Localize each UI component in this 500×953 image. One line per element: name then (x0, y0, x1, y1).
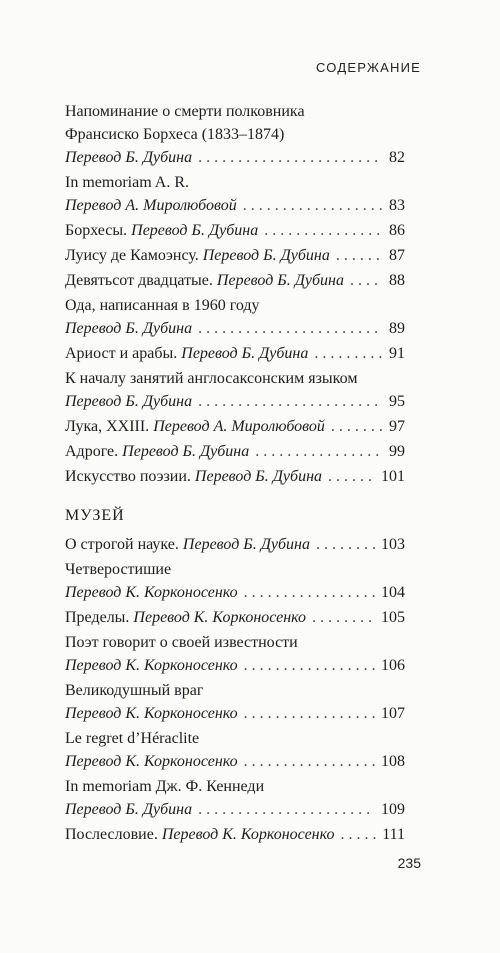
dot-leader (328, 465, 375, 488)
toc-entry-title: Поэт говорит о своей известности (65, 634, 298, 651)
toc-entry-title: Послесловие. (65, 826, 158, 843)
toc-entry-translator: Перевод А. Миролюбовой (65, 197, 237, 214)
toc-entry-page: 99 (389, 443, 405, 460)
toc-entry-title: Франсиско Борхеса (1833–1874) (65, 126, 285, 143)
dot-leader (244, 654, 375, 677)
dot-leader (244, 702, 375, 725)
dot-leader (316, 533, 375, 556)
toc-entry-page: 103 (381, 536, 405, 553)
toc-entry-translator: Перевод К. Корконосенко (65, 584, 238, 601)
dot-leader (198, 146, 383, 169)
toc-entry-translator: Перевод Б. Дубина (202, 247, 330, 264)
toc-entry-page: 105 (381, 609, 405, 626)
toc-entry-title: Борхесы. (65, 222, 128, 239)
toc-entry[interactable] (65, 171, 405, 217)
toc-entry-title: Луису де Камоэнсу. (65, 247, 199, 264)
toc-entry[interactable] (65, 558, 405, 604)
toc-entry[interactable] (65, 294, 405, 340)
toc-entry-title: Искусство поэзии. (65, 468, 191, 485)
toc-entry-translator: Перевод К. Корконосенко (65, 657, 238, 674)
toc-entry-translator: Перевод Б. Дубина (65, 393, 193, 410)
toc-entry[interactable] (65, 465, 405, 488)
toc-entry[interactable] (65, 606, 405, 629)
page-number: 235 (397, 855, 421, 871)
toc-entry-title: Пределы. (65, 609, 130, 626)
toc-entry-title: Le regret d’Héraclite (65, 730, 200, 747)
toc-entry-translator: Перевод Б. Дубина (65, 801, 193, 818)
toc-entry-page: 95 (389, 393, 405, 410)
toc-entry-page: 104 (381, 584, 405, 601)
toc-entry-page: 97 (389, 418, 405, 435)
dot-leader (340, 823, 376, 846)
toc-entry-title: Четверостишие (65, 561, 172, 578)
toc-entry[interactable] (65, 440, 405, 463)
toc-entry-page: 108 (381, 753, 405, 770)
toc-entry-page: 111 (382, 826, 405, 843)
toc-entry-page: 87 (389, 247, 405, 264)
table-of-contents (65, 100, 405, 848)
toc-entry-translator: Перевод К. Корконосенко (65, 705, 238, 722)
toc-entry-page: 109 (381, 801, 405, 818)
toc-entry-page: 83 (389, 197, 405, 214)
toc-entry-page: 107 (381, 705, 405, 722)
toc-entry-page: 89 (389, 320, 405, 337)
dot-leader (198, 798, 375, 821)
toc-entry-title: Ода, написанная в 1960 году (65, 297, 260, 314)
toc-entry[interactable] (65, 100, 405, 169)
toc-entry[interactable] (65, 244, 405, 267)
toc-entry[interactable] (65, 727, 405, 773)
toc-entry[interactable] (65, 342, 405, 365)
toc-entry-translator: Перевод А. Миролюбовой (153, 418, 325, 435)
toc-entry-title: О строгой науке. (65, 536, 179, 553)
toc-entry-title: К началу занятий англосаксонским языком (65, 370, 358, 387)
toc-entry-translator: Перевод Б. Дубина (65, 149, 193, 166)
toc-entry-translator: Перевод Б. Дубина (181, 345, 309, 362)
toc-entry-title-line: Напоминание о смерти полковника (65, 103, 305, 120)
toc-entry-page: 101 (381, 468, 405, 485)
dot-leader (198, 317, 383, 340)
dot-leader (255, 440, 383, 463)
dot-leader (314, 342, 383, 365)
toc-entry[interactable] (65, 823, 405, 846)
dot-leader (331, 415, 383, 438)
toc-entry[interactable] (65, 219, 405, 242)
toc-entry-translator: Перевод Б. Дубина (194, 468, 322, 485)
dot-leader (350, 269, 383, 292)
toc-entry-translator: Перевод К. Корконосенко (161, 826, 335, 843)
toc-entry-page: 106 (381, 657, 405, 674)
toc-entry-page: 91 (389, 345, 405, 362)
toc-entry-translator: Перевод К. Корконосенко (133, 609, 307, 626)
toc-entry[interactable] (65, 269, 405, 292)
toc-entry-title: Великодушный враг (65, 682, 204, 699)
toc-entry-translator: Перевод Б. Дубина (122, 443, 250, 460)
toc-entry[interactable] (65, 631, 405, 677)
toc-entry-title: In memoriam Дж. Ф. Кеннеди (65, 778, 265, 795)
toc-entry-translator: Перевод К. Корконосенко (65, 753, 238, 770)
toc-entry-translator: Перевод Б. Дубина (131, 222, 259, 239)
dot-leader (244, 581, 375, 604)
running-head: СОДЕРЖАНИЕ (315, 60, 421, 75)
toc-entry-title: Лука, XXIII. (65, 418, 150, 435)
toc-entry-title: In memoriam A. R. (65, 174, 189, 191)
dot-leader (312, 606, 375, 629)
dot-leader (244, 750, 375, 773)
toc-entry[interactable] (65, 533, 405, 556)
toc-entry-page: 86 (389, 222, 405, 239)
toc-entry-translator: Перевод Б. Дубина (216, 272, 344, 289)
toc-entry-title: Девятьсот двадцатые. (65, 272, 213, 289)
toc-entry-title: Ариост и арабы. (65, 345, 178, 362)
toc-entry[interactable] (65, 415, 405, 438)
toc-entry[interactable] (65, 367, 405, 413)
dot-leader (336, 244, 383, 267)
section-heading: МУЗЕЙ (65, 507, 125, 524)
dot-leader (198, 390, 383, 413)
toc-entry-title: Адроге. (65, 443, 119, 460)
toc-entry[interactable] (65, 679, 405, 725)
dot-leader (264, 219, 383, 242)
dot-leader (243, 194, 383, 217)
toc-entry-translator: Перевод Б. Дубина (65, 320, 193, 337)
toc-entry-page: 82 (389, 149, 405, 166)
toc-entry[interactable] (65, 775, 405, 821)
toc-entry-translator: Перевод Б. Дубина (182, 536, 310, 553)
toc-entry-page: 88 (389, 272, 405, 289)
